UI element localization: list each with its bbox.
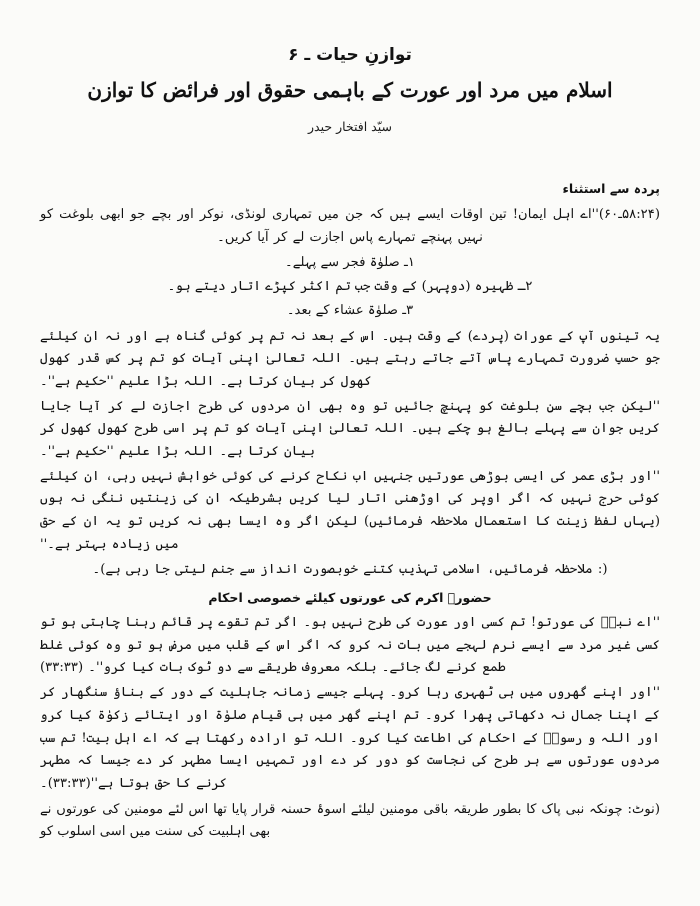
list-item: ۱ـ صلوٰۃ فجر سے پہلے۔ <box>285 255 415 271</box>
purdah-quote-1: (۵۸:۲۴ـ۶۰)''اے اہل ایمان! تین اوقات ایسے ہیں کہ جن میں تمہاری لونڈی، نوکر اور بچے جو ابھی بلوغت کو نہیں پہنچے تمہارے پاس اجازت لے کر آیا کریں۔ <box>40 206 660 245</box>
section-heading-special-orders: حضورؐ اکرم کی عورتوں کیلئے خصوصی احکام <box>208 590 492 606</box>
purdah-paragraph-2: ''لیکن جب بچے سنِ بلوغت کو پہنچ جائیں تو وہ بھی ان مردوں کی طرح اجازت لے کر آیا جایا کریں جوان سے پہلے بالغ ہو چکے ہیں۔ اللہ تعالیٰ اپنی آیات کو تم پر اسی طرح کھول کھول کر بیان کرتا ہے۔ اللہ بڑا علیم ''حکیم ہے''۔ <box>40 398 660 460</box>
list-item: ۳ـ صلوٰۃ عشاء کے بعد۔ <box>286 302 414 318</box>
purdah-paragraph-1: یہ تینوں آپ کے عورات (پردے) کے وقت ہیں۔ اس کے بعد نہ تم پر کوئی گناہ ہے اور نہ ان کیلئے جو حسبِ ضرورت تمہارے پاس آتے جاتے رہتے ہیں۔ اللہ تعالیٰ اپنی آیات کو تم پر کس قدر کھول کھول کر بیان کرتا ہے۔ اللہ بڑا علیم ''حکیم ہے''۔ <box>40 328 660 389</box>
footer-note: (نوٹ: چونکہ نبی پاک کا بطور طریقہ باقی مومنین لیلئے اسوۂ حسنہ قرار پایا تھا اس لئے مومنین کی عورتوں نے بھی اہلبیت کی سنت میں اسی اسلوب کو <box>40 801 660 840</box>
page-title: توازنِ حیات ـ ۶ <box>288 45 412 65</box>
purdah-paragraph-3: ''اور بڑی عمر کی ایسی بوڑھی عورتیں جنہیں اب نکاح کرنے کی کوئی خواہش نہیں رہی، ان کیلئے کوئی حرج نہیں کہ اگر اوپر کی اوڑھنی اتار لیا کریں بشرطیکہ ان کی زینتیں ننگی نہ ہوں (یہاں لفظ زینت کا استعمال ملاحظہ فرمائیں) لیکن اگر وہ ایسا بھی نہ کریں تو یہ ان کے حق میں زیادہ بہتر ہے۔'' <box>40 468 660 552</box>
author-name: سیّد افتخار حیدر <box>308 119 392 135</box>
purdah-paragraph-4-note: (: ملاحظہ فرمائیں، اسلامی تہذیب کتنے خوبصورت انداز سے جنم لیتی جا رہی ہے)۔ <box>92 561 608 577</box>
special-orders-paragraph-2: ''اور اپنے گھروں میں ہی ٹھہری رہا کرو۔ پہلے جیسے زمانہ جاہلیت کے دور کے بناؤ سنگھار کر کے اپنا جمال نہ دکھاتی پھرا کرو۔ تم اپنے گھر میں ہی قیام صلوٰۃ اور ایتائے زکوٰۃ کیا کرو اور اللہ و رسولؐ کے احکام کی اطاعت کیا کرو۔ اللہ تو ارادہ رکھتا ہے کہ اے اہل بیت! تم سب مردوں عورتوں سے ہر طرح کی نجاست کو دور کر دے اور تمہیں ایسا مطہر کر دے جیسا کہ مطہر کرنے کا حق ہوتا ہے''(۳۳:۳۳)۔ <box>40 685 660 791</box>
section-heading-purdah: پردہ سے استثناء <box>562 181 660 197</box>
list-item: ۲ـ ظہیرہ (دوپہر) کے وقت جب تم اکثر کپڑے اتار دیتے ہو۔ <box>167 279 533 295</box>
purdah-times-list <box>40 251 660 322</box>
page-subtitle: اسلام میں مرد اور عورت کے باہمی حقوق اور فرائض کا توازن <box>87 78 613 103</box>
special-orders-paragraph-1: ''اے نبیؐ کی عورتو! تم کسی اور عورت کی طرح نہیں ہو۔ اگر تم تقوے پر قائم رہنا چاہتی ہو تو کسی غیر مرد سے ایسے نرم لہجے میں بات نہ کرو کہ اگر اس کے قلب میں مرض ہو تو وہ کوئی غلط طمع کرنے لگ جائے۔ بلکہ معروف طریقے سے دو ٹوک بات کیا کرو''۔ (۳۳:۳۳) <box>40 615 660 676</box>
